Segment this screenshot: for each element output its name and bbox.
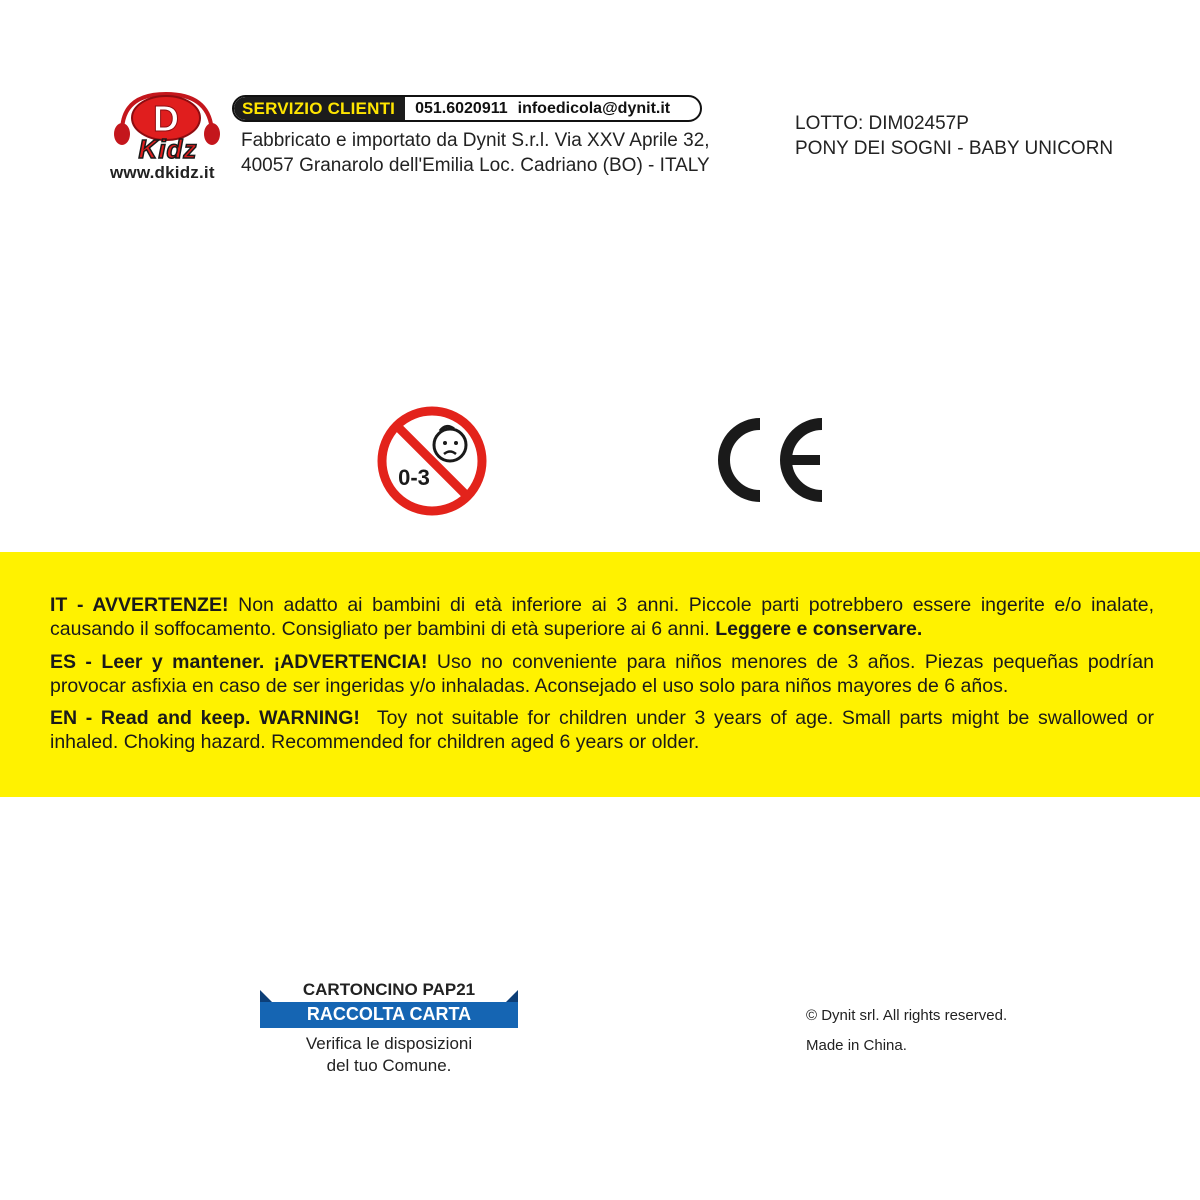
warning-es-body: Uso no conveniente para niños menores de 3 años. Piezas pequeñas podrían provocar asfixia en caso de ser ingeridas y/o inhaladas. Aconsejado el uso solo para niños mayores de 6 años. — [50, 651, 1154, 697]
manufacturer-address — [241, 128, 710, 178]
ce-mark-icon — [716, 418, 832, 502]
age-range-label: 0-3 — [398, 465, 430, 490]
recycling-note-line-2: del tuo Comune. — [326, 1056, 452, 1075]
warning-it-body: Non adatto ai bambini di età inferiore ai 3 anni. Piccole parti potrebbero essere ingerite e/o inalate, causando il soffocamento. Consigliato per bambini di età superiore ai 6 anni. — [50, 594, 1155, 640]
warning-en-body: Toy not suitable for children under 3 years of age. Small parts might be swallowed or inhaled. Choking hazard. Recommended for children aged 6 years or older. — [50, 707, 1155, 753]
recycling-info — [258, 980, 522, 1080]
manufacturer-line-1: Fabbricato e importato da Dynit S.r.l. Via XXV Aprile 32, — [241, 130, 710, 151]
warning-spanish — [50, 650, 1154, 698]
manufacturer-line-2: 40057 Granarolo dell'Emilia Loc. Cadriano (BO) - ITALY — [241, 155, 710, 176]
customer-service-email: infoedicola@dynit.it — [517, 99, 671, 117]
warning-en-heading: EN - Read and keep. WARNING! — [50, 707, 360, 729]
lot-info — [795, 111, 1113, 161]
product-name: PONY DEI SOGNI - BABY UNICORN — [795, 138, 1114, 159]
warning-italian — [50, 593, 1154, 641]
age-warning-icon — [376, 405, 488, 517]
warning-es-heading: ES - Leer y mantener. ¡ADVERTENCIA! — [50, 651, 428, 673]
country-of-origin: Made in China. — [806, 1037, 907, 1054]
customer-service-label: SERVIZIO CLIENTI — [234, 97, 405, 120]
baby-face-icon — [434, 426, 466, 461]
recycling-material: CARTONCINO PAP21 — [302, 980, 476, 999]
recycling-note — [258, 1033, 520, 1077]
lot-number: LOTTO: DIM02457P — [795, 113, 969, 134]
customer-service-bar — [232, 95, 702, 122]
warning-english — [50, 706, 1154, 754]
legal-info — [806, 1001, 1007, 1061]
svg-text:Kidz: Kidz — [138, 134, 198, 164]
recycling-note-line-1: Verifica le disposizioni — [305, 1034, 473, 1053]
customer-service-phone: 051.6020911 — [415, 99, 508, 117]
copyright-notice: © Dynit srl. All rights reserved. — [806, 1007, 1008, 1024]
website-url: www.dkidz.it — [110, 163, 215, 182]
svg-text:D: D — [153, 98, 179, 139]
warning-it-heading: IT - AVVERTENZE! — [50, 594, 229, 616]
warning-it-tail: Leggere e conservare. — [715, 618, 923, 640]
recycling-collection: RACCOLTA CARTA — [306, 1004, 472, 1024]
